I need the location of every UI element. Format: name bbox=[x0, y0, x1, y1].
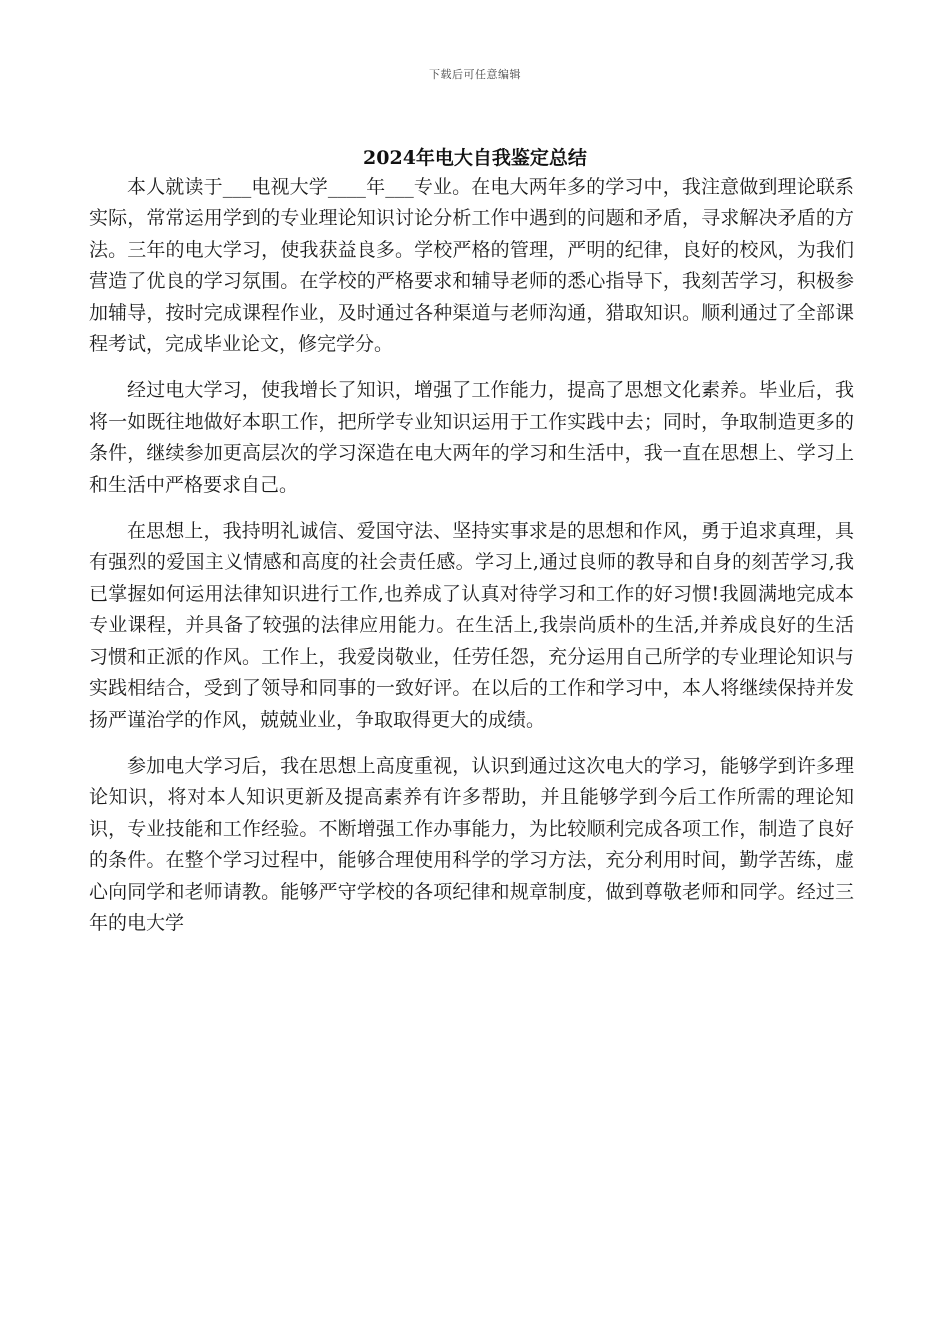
paragraph-2: 经过电大学习，使我增长了知识，增强了工作能力，提高了思想文化素养。毕业后，我将一如既往地做好本职工作，把所学专业知识运用于工作实践中去；同时，争取制造更多的条件，继续参加更高层次的学习深造在电大两年的学习和生活中，我一直在思想上、学习上和生活中严格要求自己。 bbox=[89, 379, 854, 496]
document-body bbox=[89, 172, 854, 954]
paragraph-4: 参加电大学习后，我在思想上高度重视，认识到通过这次电大的学习，能够学到许多理论知识，将对本人知识更新及提高素养有许多帮助，并且能够学到今后工作所需的理论知识，专业技能和工作经验。不断增强工作办事能力，为比较顺利完成各项工作，制造了良好的条件。在整个学习过程中，能够合理使用科学的学习方法，充分利用时间，勤学苦练，虚心向同学和老师请教。能够严守学校的各项纪律和规章制度，做到尊敬老师和同学。经过三年的电大学 bbox=[89, 754, 854, 934]
document-title: 2024年电大自我鉴定总结 bbox=[363, 147, 587, 169]
paragraph-1: 本人就读于___电视大学____年___专业。在电大两年多的学习中，我注意做到理论联系实际，常常运用学到的专业理论知识讨论分析工作中遇到的问题和矛盾，寻求解决矛盾的方法。三年的电大学习，使我获益良多。学校严格的管理，严明的纪律，良好的校风，为我们营造了优良的学习氛围。在学校的严格要求和辅导老师的悉心指导下，我刻苦学习，积极参加辅导，按时完成课程作业，及时通过各种渠道与老师沟通，猎取知识。顺利通过了全部课程考试，完成毕业论文，修完学分。 bbox=[89, 176, 854, 356]
header-note: 下载后可任意编辑 bbox=[429, 68, 521, 81]
paragraph-3: 在思想上，我持明礼诚信、爱国守法、坚持实事求是的思想和作风，勇于追求真理，具有强烈的爱国主义情感和高度的社会责任感。学习上,通过良师的教导和自身的刻苦学习,我已掌握如何运用法律知识进行工作,也养成了认真对待学习和工作的好习惯!我圆满地完成本专业课程，并具备了较强的法律应用能力。在生活上,我崇尚质朴的生活,并养成良好的生活习惯和正派的作风。工作上，我爱岗敬业，任劳任怨，充分运用自己所学的专业理论知识与实践相结合，受到了领导和同事的一致好评。在以后的工作和学习中，本人将继续保持并发扬严谨治学的作风，兢兢业业，争取取得更大的成绩。 bbox=[89, 520, 854, 731]
